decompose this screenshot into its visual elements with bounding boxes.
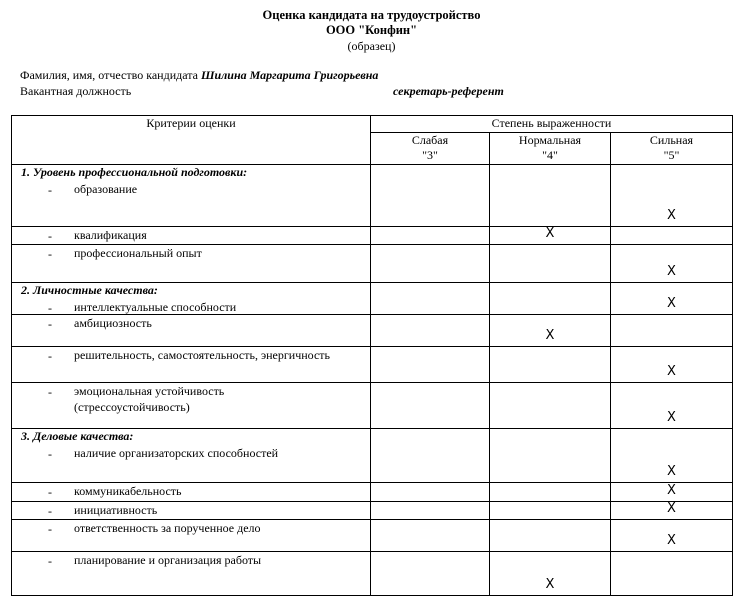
rating-cell — [490, 502, 611, 520]
rating-cell — [490, 552, 611, 596]
rating-mark: X — [545, 226, 555, 241]
rating-cell — [611, 429, 733, 483]
bullet-dash: - — [48, 317, 52, 331]
rating-mark: X — [667, 410, 676, 425]
degree-header: Степень выраженности — [371, 116, 733, 133]
rating-mark: X — [667, 483, 676, 498]
criterion-label — [74, 315, 152, 331]
criterion-label-line: амбициозность — [74, 316, 152, 330]
level-grade: "5" — [663, 148, 680, 162]
criterion-label — [74, 245, 202, 261]
criterion-label-line: планирование и организация работы — [74, 553, 262, 567]
criterion-row — [12, 383, 733, 429]
criterion-row — [12, 483, 733, 502]
criterion-cell — [12, 483, 371, 502]
candidate-name-row — [20, 68, 378, 83]
bullet-dash: - — [48, 522, 52, 536]
rating-mark: X — [667, 264, 676, 279]
criterion-row — [12, 502, 733, 520]
criterion-label — [74, 445, 278, 461]
bullet-dash: - — [48, 504, 52, 518]
criterion-row — [12, 227, 733, 245]
rating-cell — [490, 165, 611, 227]
rating-cell — [611, 520, 733, 552]
table-body — [12, 165, 733, 596]
criterion-label — [74, 347, 330, 363]
bullet-dash: - — [48, 554, 52, 568]
rating-cell — [371, 502, 490, 520]
rating-cell — [371, 245, 490, 283]
criterion-row — [12, 245, 733, 283]
rating-cell — [611, 283, 733, 315]
criterion-cell — [12, 552, 371, 596]
criterion-label — [74, 227, 147, 243]
criterion-cell — [12, 520, 371, 552]
bullet-dash: - — [48, 301, 52, 315]
rating-cell — [490, 383, 611, 429]
rating-cell — [611, 552, 733, 596]
criterion-cell — [12, 165, 371, 227]
criterion-label — [74, 383, 224, 415]
criterion-label — [74, 552, 261, 568]
level-name: Нормальная — [518, 133, 582, 147]
criterion-row — [12, 520, 733, 552]
criterion-label-line: коммуникабельность — [74, 484, 182, 498]
criterion-label-line: (стрессоустойчивость) — [74, 400, 190, 414]
rating-cell — [611, 165, 733, 227]
rating-mark: X — [545, 328, 555, 343]
criterion-label-line: решительность, самостоятельность, энергичность — [74, 348, 331, 362]
criterion-label — [74, 181, 137, 197]
level-strong-header — [611, 133, 733, 165]
criterion-row — [12, 429, 733, 483]
rating-mark: X — [545, 577, 555, 592]
level-normal-header — [490, 133, 611, 165]
rating-mark: X — [667, 208, 676, 223]
candidate-name-label: Фамилия, имя, отчество кандидата — [20, 68, 198, 82]
bullet-dash: - — [48, 485, 52, 499]
rating-cell — [371, 383, 490, 429]
criterion-label-line: образование — [74, 182, 138, 196]
level-name: Сильная — [649, 133, 694, 147]
rating-mark: X — [667, 533, 676, 548]
rating-cell — [371, 315, 490, 347]
criterion-label — [74, 483, 182, 499]
criterion-cell — [12, 245, 371, 283]
criterion-label-line: ответственность за порученное дело — [74, 521, 261, 535]
rating-mark: X — [667, 296, 676, 311]
rating-cell — [371, 283, 490, 315]
criterion-label — [74, 520, 261, 536]
level-grade: "3" — [422, 148, 438, 162]
rating-cell — [371, 429, 490, 483]
form-title: Оценка кандидата на трудоустройство — [262, 8, 481, 22]
section-title: 3. Деловые качества: — [21, 429, 134, 443]
rating-cell — [490, 520, 611, 552]
criterion-row — [12, 552, 733, 596]
rating-mark: X — [667, 364, 676, 379]
rating-cell — [611, 347, 733, 383]
rating-cell — [371, 227, 490, 245]
criterion-row — [12, 283, 733, 315]
rating-cell — [611, 502, 733, 520]
candidate-name-value: Шилина Маргарита Григорьевна — [200, 68, 379, 82]
rating-cell — [371, 552, 490, 596]
rating-cell — [490, 483, 611, 502]
vacancy-value: секретарь-референт — [393, 84, 504, 98]
rating-cell — [611, 227, 733, 245]
section-title: 1. Уровень профессиональной подготовки: — [21, 165, 248, 179]
rating-cell — [371, 347, 490, 383]
vacancy-label: Вакантная должность — [20, 84, 132, 98]
criterion-row — [12, 347, 733, 383]
rating-mark: X — [667, 501, 676, 516]
criterion-cell — [12, 429, 371, 483]
criterion-cell — [12, 383, 371, 429]
bullet-dash: - — [48, 447, 52, 461]
rating-cell — [611, 245, 733, 283]
criterion-label-line: инициативность — [74, 503, 158, 517]
criterion-row — [12, 165, 733, 227]
criterion-label-line: профессиональный опыт — [74, 246, 202, 260]
rating-cell — [371, 520, 490, 552]
rating-cell — [490, 227, 611, 245]
bullet-dash: - — [48, 385, 52, 399]
criteria-header: Критерии оценки — [12, 116, 371, 165]
criterion-label-line: интеллектуальные способности — [74, 300, 237, 314]
criterion-label — [74, 299, 236, 315]
criterion-cell — [12, 315, 371, 347]
rating-cell — [490, 245, 611, 283]
rating-cell — [371, 165, 490, 227]
bullet-dash: - — [48, 349, 52, 363]
criterion-cell — [12, 347, 371, 383]
company-name: ООО "Конфин" — [325, 23, 418, 37]
criterion-cell — [12, 227, 371, 245]
section-title: 2. Личностные качества: — [21, 283, 158, 297]
criterion-row — [12, 315, 733, 347]
rating-cell — [490, 429, 611, 483]
level-grade: "4" — [542, 148, 558, 162]
rating-cell — [371, 483, 490, 502]
criterion-label-line: эмоциональная устойчивость — [74, 384, 225, 398]
bullet-dash: - — [48, 247, 52, 261]
rating-cell — [611, 315, 733, 347]
bullet-dash: - — [48, 183, 52, 197]
rating-mark: X — [667, 464, 676, 479]
assessment-table — [11, 115, 733, 596]
rating-cell — [490, 347, 611, 383]
sample-note: (образец) — [347, 39, 396, 53]
criterion-label — [74, 502, 157, 518]
criterion-cell — [12, 283, 371, 315]
rating-cell — [611, 483, 733, 502]
criterion-cell — [12, 502, 371, 520]
level-name: Слабая — [411, 133, 449, 147]
criterion-label-line: квалификация — [74, 228, 147, 242]
rating-cell — [611, 383, 733, 429]
criterion-label-line: наличие организаторских способностей — [74, 446, 279, 460]
bullet-dash: - — [48, 229, 52, 243]
level-weak-header — [371, 133, 490, 165]
rating-cell — [490, 315, 611, 347]
rating-cell — [490, 283, 611, 315]
